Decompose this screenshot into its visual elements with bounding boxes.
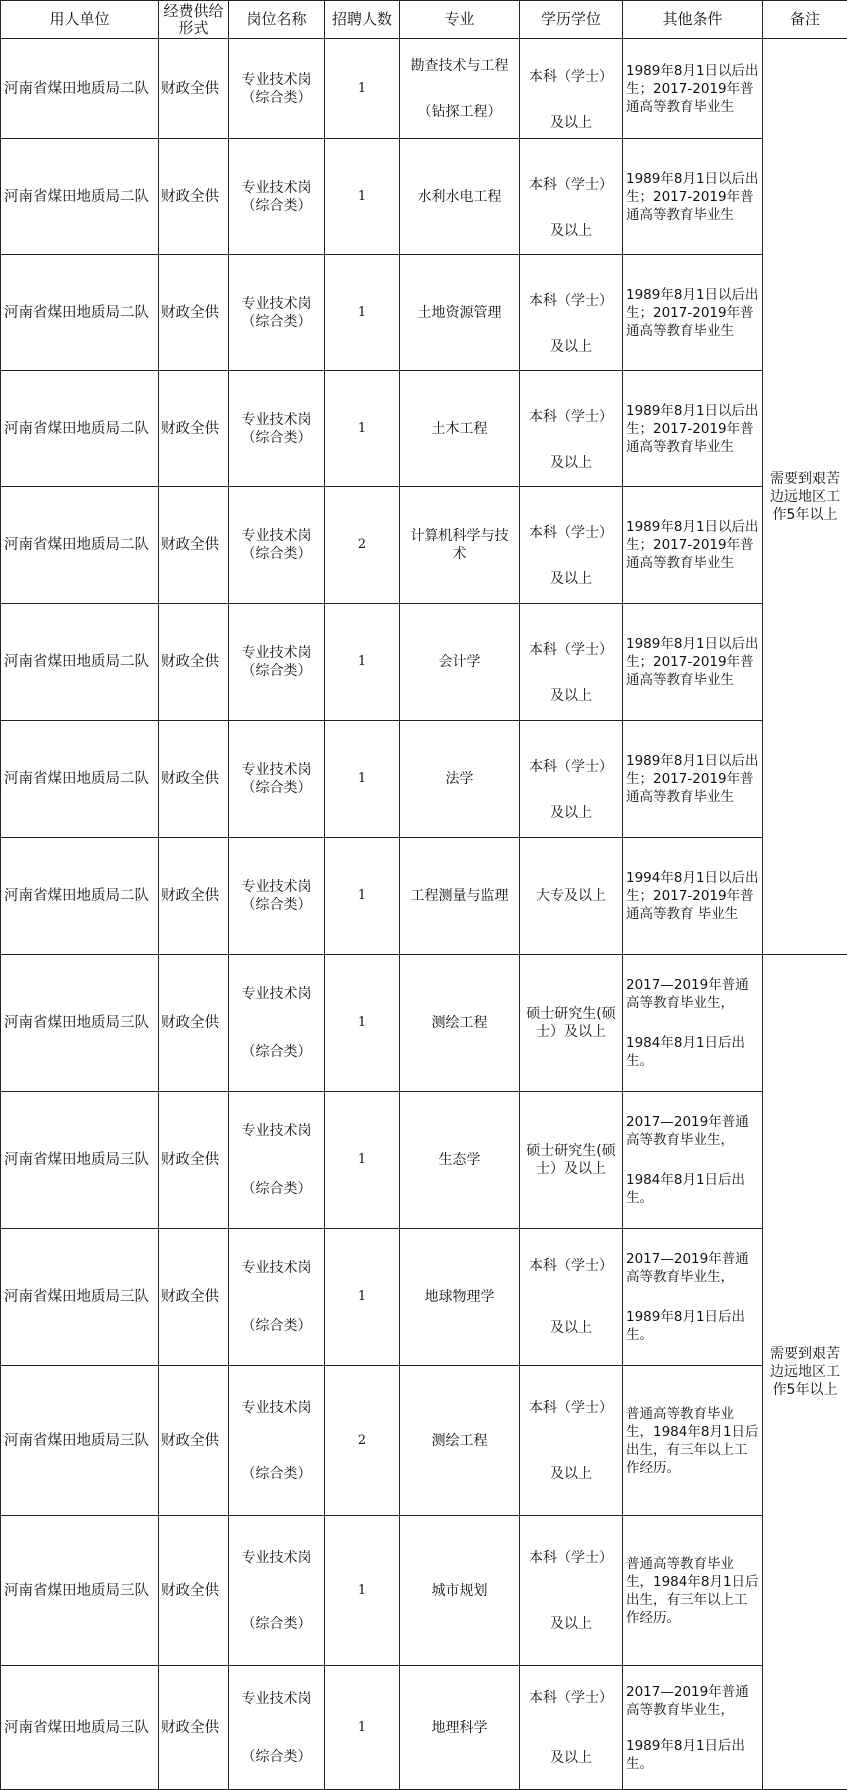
- unit-cell: 河南省煤田地质局三队: [1, 1092, 159, 1229]
- education-cell: 大专及以上: [520, 838, 623, 955]
- unit-cell: 河南省煤田地质局二队: [1, 371, 159, 487]
- education-cell: 硕士研究生(硕士）及以上: [520, 1092, 623, 1229]
- post-name: 专业技术岗: [229, 1549, 324, 1567]
- conditions-birth: 1984年8月1日后出生。: [626, 1034, 760, 1070]
- unit-cell: 河南省煤田地质局二队: [1, 255, 159, 371]
- education-degree: 本科（学士）: [520, 1689, 622, 1707]
- funding-cell: 财政全供: [159, 955, 229, 1092]
- funding-cell: 财政全供: [159, 255, 229, 371]
- header-unit: 用人单位: [1, 1, 159, 39]
- unit-cell: 河南省煤田地质局三队: [1, 955, 159, 1092]
- table-row: [1, 1092, 847, 1229]
- post-cell: [229, 1516, 325, 1666]
- major-cell: 计算机科学与技术: [400, 487, 520, 604]
- conditions-cell: [623, 1092, 763, 1229]
- education-level: 及以上: [520, 1615, 622, 1633]
- major-cell: [400, 39, 520, 139]
- count-cell: 2: [325, 487, 400, 604]
- conditions-cell: 1989年8月1日以后出生；2017-2019年普通高等教育毕业生: [623, 604, 763, 721]
- post-category: （综合类）: [229, 1748, 324, 1766]
- unit-cell: 河南省煤田地质局二队: [1, 139, 159, 255]
- post-cell: [229, 1092, 325, 1229]
- education-level: 及以上: [520, 1319, 622, 1337]
- count-cell: 1: [325, 955, 400, 1092]
- funding-cell: 财政全供: [159, 604, 229, 721]
- post-cell: [229, 1229, 325, 1366]
- funding-cell: 财政全供: [159, 39, 229, 139]
- major-cell: 工程测量与监理: [400, 838, 520, 955]
- education-cell: [520, 1516, 623, 1666]
- conditions-graduation: 2017—2019年普通高等教育毕业生，: [626, 976, 760, 1012]
- count-cell: 1: [325, 1666, 400, 1790]
- post-category: （综合类）: [229, 313, 324, 331]
- post-name: 专业技术岗: [229, 179, 324, 197]
- education-degree: 本科（学士）: [520, 292, 622, 310]
- major-cell: 城市规划: [400, 1516, 520, 1666]
- education-degree: 本科（学士）: [520, 68, 622, 86]
- funding-cell: 财政全供: [159, 1092, 229, 1229]
- conditions-cell: 1994年8月1日以后出生；2017-2019年普通高等教育 毕业生: [623, 838, 763, 955]
- funding-cell: 财政全供: [159, 838, 229, 955]
- unit-cell: 河南省煤田地质局二队: [1, 721, 159, 838]
- count-cell: 1: [325, 1516, 400, 1666]
- education-degree: 本科（学士）: [520, 1257, 622, 1275]
- unit-cell: 河南省煤田地质局二队: [1, 838, 159, 955]
- education-level: 及以上: [520, 1465, 622, 1483]
- conditions-graduation: 2017—2019年普通高等教育毕业生，: [626, 1683, 760, 1719]
- remark-cell: 需要到艰苦边远地区工作5年以上: [763, 955, 847, 1790]
- conditions-cell: 普通高等教育毕业生，1984年8月1日后出生，有三年以上工作经历。: [623, 1366, 763, 1516]
- post-cell: [229, 255, 325, 371]
- post-name: 专业技术岗: [229, 1122, 324, 1140]
- post-category: （综合类）: [229, 1465, 324, 1483]
- education-level: 及以上: [520, 1749, 622, 1767]
- major-cell: 生态学: [400, 1092, 520, 1229]
- remark-cell: 需要到艰苦边远地区工作5年以上: [763, 39, 847, 955]
- conditions-cell: [623, 1666, 763, 1790]
- conditions-cell: 1989年8月1日以后出生；2017-2019年普通高等教育毕业生: [623, 139, 763, 255]
- education-degree: 本科（学士）: [520, 176, 622, 194]
- unit-cell: 河南省煤田地质局二队: [1, 604, 159, 721]
- post-cell: [229, 838, 325, 955]
- unit-cell: 河南省煤田地质局二队: [1, 487, 159, 604]
- header-conditions: 其他条件: [623, 1, 763, 39]
- conditions-cell: 普通高等教育毕业生，1984年8月1日后出生，有三年以上工作经历。: [623, 1516, 763, 1666]
- conditions-cell: 1989年8月1日以后出生；2017-2019年普通高等教育毕业生: [623, 39, 763, 139]
- education-level: 及以上: [520, 570, 622, 588]
- funding-cell: 财政全供: [159, 1366, 229, 1516]
- education-cell: [520, 1229, 623, 1366]
- table-row: [1, 604, 847, 721]
- funding-cell: 财政全供: [159, 721, 229, 838]
- post-cell: [229, 487, 325, 604]
- post-category: （综合类）: [229, 896, 324, 914]
- education-level: 及以上: [520, 454, 622, 472]
- post-cell: [229, 371, 325, 487]
- table-row: [1, 1666, 847, 1790]
- post-category: （综合类）: [229, 197, 324, 215]
- education-level: 及以上: [520, 804, 622, 822]
- post-name: 专业技术岗: [229, 1399, 324, 1417]
- table-row: [1, 1229, 847, 1366]
- education-cell: [520, 371, 623, 487]
- unit-cell: 河南省煤田地质局三队: [1, 1366, 159, 1516]
- conditions-cell: 1989年8月1日以后出生；2017-2019年普通高等教育毕业生: [623, 255, 763, 371]
- header-remarks: 备注: [763, 1, 847, 39]
- count-cell: 1: [325, 371, 400, 487]
- funding-cell: 财政全供: [159, 139, 229, 255]
- post-category: （综合类）: [229, 1317, 324, 1335]
- header-education: 学历学位: [520, 1, 623, 39]
- count-cell: 1: [325, 838, 400, 955]
- major-direction: （钻探工程）: [400, 103, 519, 121]
- table-row: [1, 139, 847, 255]
- header-post: 岗位名称: [229, 1, 325, 39]
- post-cell: [229, 955, 325, 1092]
- funding-cell: 财政全供: [159, 1229, 229, 1366]
- conditions-cell: 1989年8月1日以后出生；2017-2019年普通高等教育毕业生: [623, 371, 763, 487]
- post-name: 专业技术岗: [229, 878, 324, 896]
- education-cell: [520, 604, 623, 721]
- post-name: 专业技术岗: [229, 644, 324, 662]
- count-cell: 1: [325, 604, 400, 721]
- count-cell: 1: [325, 139, 400, 255]
- education-degree: 本科（学士）: [520, 408, 622, 426]
- post-cell: [229, 139, 325, 255]
- conditions-graduation: 2017—2019年普通高等教育毕业生，: [626, 1113, 760, 1149]
- education-cell: [520, 721, 623, 838]
- count-cell: 1: [325, 255, 400, 371]
- education-cell: [520, 139, 623, 255]
- major-name: 勘查技术与工程: [400, 57, 519, 75]
- post-cell: [229, 39, 325, 139]
- conditions-birth: 1989年8月1日后出生。: [626, 1737, 760, 1773]
- education-cell: [520, 1666, 623, 1790]
- funding-cell: 财政全供: [159, 1666, 229, 1790]
- header-funding: 经费供给形式: [159, 1, 229, 39]
- major-cell: 水利水电工程: [400, 139, 520, 255]
- conditions-cell: 1989年8月1日以后出生；2017-2019年普通高等教育毕业生: [623, 487, 763, 604]
- funding-cell: 财政全供: [159, 487, 229, 604]
- table-row: [1, 39, 847, 139]
- post-name: 专业技术岗: [229, 71, 324, 89]
- post-name: 专业技术岗: [229, 1690, 324, 1708]
- post-name: 专业技术岗: [229, 295, 324, 313]
- major-cell: 土木工程: [400, 371, 520, 487]
- post-category: （综合类）: [229, 1180, 324, 1198]
- count-cell: 1: [325, 721, 400, 838]
- conditions-cell: [623, 1229, 763, 1366]
- education-cell: [520, 255, 623, 371]
- education-degree: 本科（学士）: [520, 1399, 622, 1417]
- header-major: 专业: [400, 1, 520, 39]
- post-category: （综合类）: [229, 545, 324, 563]
- post-cell: [229, 604, 325, 721]
- major-cell: 会计学: [400, 604, 520, 721]
- post-cell: [229, 1666, 325, 1790]
- unit-cell: 河南省煤田地质局二队: [1, 39, 159, 139]
- education-degree: 本科（学士）: [520, 641, 622, 659]
- post-name: 专业技术岗: [229, 985, 324, 1003]
- education-level: 及以上: [520, 687, 622, 705]
- education-level: 及以上: [520, 222, 622, 240]
- post-category: （综合类）: [229, 662, 324, 680]
- post-cell: [229, 721, 325, 838]
- education-cell: [520, 487, 623, 604]
- education-cell: [520, 1366, 623, 1516]
- post-name: 专业技术岗: [229, 761, 324, 779]
- education-cell: 硕士研究生(硕士）及以上: [520, 955, 623, 1092]
- major-cell: 测绘工程: [400, 1366, 520, 1516]
- count-cell: 1: [325, 1229, 400, 1366]
- post-category: （综合类）: [229, 1043, 324, 1061]
- post-category: （综合类）: [229, 429, 324, 447]
- major-cell: 法学: [400, 721, 520, 838]
- table-row: [1, 255, 847, 371]
- unit-cell: 河南省煤田地质局三队: [1, 1516, 159, 1666]
- post-category: （综合类）: [229, 89, 324, 107]
- table-row: [1, 838, 847, 955]
- header-count: 招聘人数: [325, 1, 400, 39]
- table-row: [1, 371, 847, 487]
- post-name: 专业技术岗: [229, 411, 324, 429]
- count-cell: 1: [325, 1092, 400, 1229]
- count-cell: 1: [325, 39, 400, 139]
- education-degree: 本科（学士）: [520, 1549, 622, 1567]
- table-row: [1, 955, 847, 1092]
- unit-cell: 河南省煤田地质局三队: [1, 1666, 159, 1790]
- major-cell: 土地资源管理: [400, 255, 520, 371]
- table-row: [1, 1366, 847, 1516]
- table-row: [1, 721, 847, 838]
- post-category: （综合类）: [229, 779, 324, 797]
- education-level: 及以上: [520, 114, 622, 132]
- table-row: [1, 487, 847, 604]
- conditions-cell: [623, 955, 763, 1092]
- funding-cell: 财政全供: [159, 371, 229, 487]
- education-degree: 本科（学士）: [520, 758, 622, 776]
- major-cell: 地球物理学: [400, 1229, 520, 1366]
- post-category: （综合类）: [229, 1615, 324, 1633]
- header-row: [1, 1, 847, 39]
- conditions-cell: 1989年8月1日以后出生；2017-2019年普通高等教育毕业生: [623, 721, 763, 838]
- education-degree: 本科（学士）: [520, 524, 622, 542]
- conditions-birth: 1984年8月1日后出生。: [626, 1171, 760, 1207]
- post-name: 专业技术岗: [229, 527, 324, 545]
- education-level: 及以上: [520, 338, 622, 356]
- count-cell: 2: [325, 1366, 400, 1516]
- post-cell: [229, 1366, 325, 1516]
- conditions-graduation: 2017—2019年普通高等教育毕业生，: [626, 1250, 760, 1286]
- education-cell: [520, 39, 623, 139]
- conditions-birth: 1989年8月1日后出生。: [626, 1308, 760, 1344]
- funding-cell: 财政全供: [159, 1516, 229, 1666]
- major-cell: 地理科学: [400, 1666, 520, 1790]
- major-cell: 测绘工程: [400, 955, 520, 1092]
- table-row: [1, 1516, 847, 1666]
- unit-cell: 河南省煤田地质局三队: [1, 1229, 159, 1366]
- post-name: 专业技术岗: [229, 1259, 324, 1277]
